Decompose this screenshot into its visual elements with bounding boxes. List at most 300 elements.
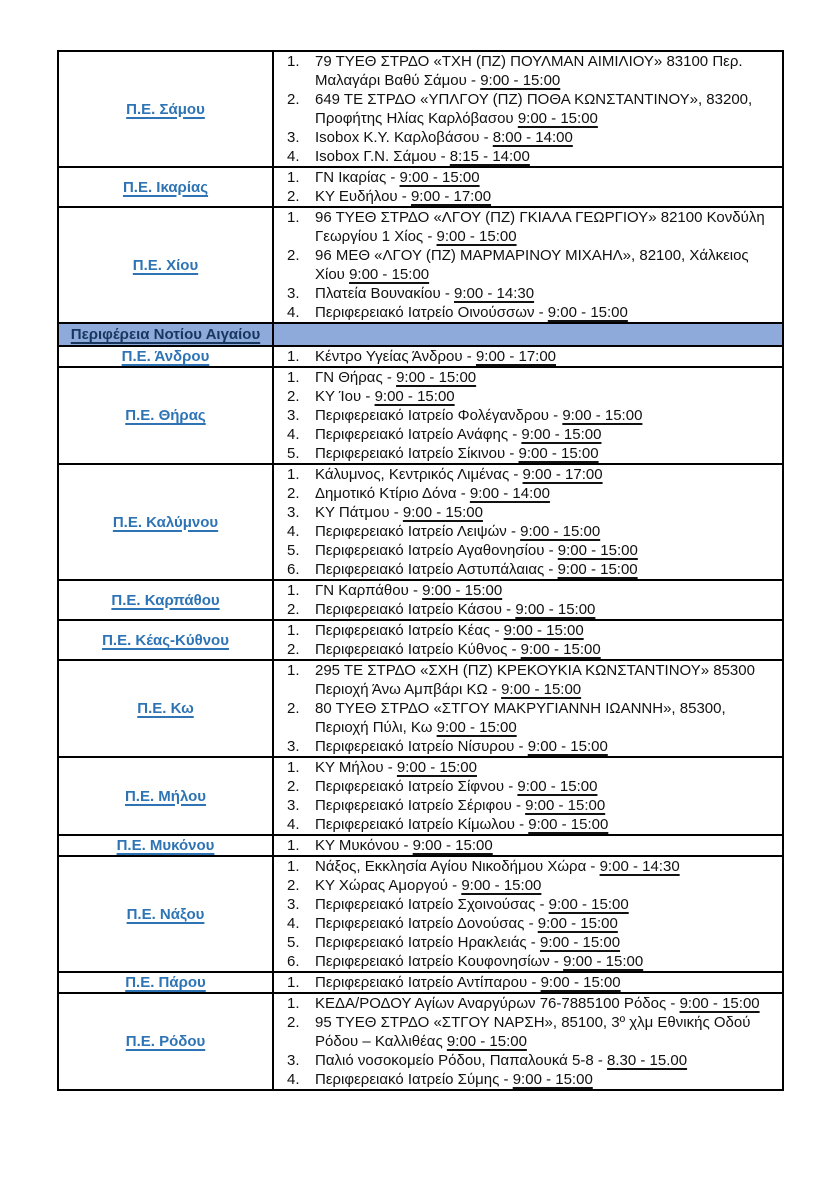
region-label-cell bbox=[58, 757, 273, 835]
list-item bbox=[274, 973, 782, 992]
item-text bbox=[315, 1051, 782, 1070]
region-label-cell bbox=[58, 993, 273, 1090]
item-text bbox=[315, 187, 782, 206]
list-item bbox=[274, 796, 782, 815]
item-hours: 9:00 - 15:00 bbox=[396, 759, 477, 776]
region-label-cell bbox=[58, 660, 273, 757]
item-separator: - bbox=[456, 485, 470, 502]
item-list bbox=[274, 857, 782, 971]
item-name: Περιφερειακό Ιατρείο Σύμης bbox=[315, 1071, 500, 1088]
item-list bbox=[274, 465, 782, 579]
item-name: ΚΥ Ίου bbox=[315, 388, 362, 405]
item-separator: - bbox=[514, 816, 529, 833]
region-items-cell bbox=[273, 660, 783, 757]
item-text bbox=[315, 303, 782, 322]
item-text bbox=[315, 484, 782, 503]
item-text bbox=[315, 876, 782, 895]
item-hours: 9:00 - 15:00 bbox=[399, 169, 480, 186]
region-items-cell bbox=[273, 367, 783, 464]
item-name: 95 ΤΥΕΘ ΣΤΡΔΟ «ΣΤΓΟΥ ΝΑΡΣΗ», 85100, 3º χλμ Εθνικής Οδού Ρόδου – Καλλιθέας bbox=[315, 1014, 751, 1050]
item-number: 6. bbox=[287, 953, 300, 970]
item-name: Περιφερειακό Ιατρείο Ηρακλειάς bbox=[315, 934, 527, 951]
region-items-cell bbox=[273, 464, 783, 580]
item-hours: 9:00 - 14:30 bbox=[454, 285, 535, 302]
item-text bbox=[315, 857, 782, 876]
table-row-region bbox=[58, 51, 783, 167]
item-hours: 9:00 - 15:00 bbox=[501, 681, 582, 698]
region-link[interactable]: Π.Ε. Καρπάθου bbox=[111, 591, 220, 609]
item-hours: 9:00 - 15:00 bbox=[520, 641, 601, 658]
item-hours: 8.30 - 15.00 bbox=[607, 1052, 688, 1069]
item-text bbox=[315, 147, 782, 166]
item-separator: - bbox=[408, 582, 423, 599]
item-separator: - bbox=[436, 148, 450, 165]
item-name: ΚΕΔΑ/ΡΟΔΟΥ Αγίων Αναργύρων 76-7885100 Ρόδος bbox=[315, 995, 667, 1012]
list-item bbox=[274, 368, 782, 387]
item-name: ΚΥ Μήλου bbox=[315, 759, 384, 776]
item-name: Περιφερειακό Ιατρείο Φολέγανδρου bbox=[315, 407, 549, 424]
item-text bbox=[315, 895, 782, 914]
item-separator: - bbox=[593, 1052, 608, 1069]
item-name: Πλατεία Βουνακίου bbox=[315, 285, 441, 302]
schedule-table bbox=[57, 50, 784, 1091]
item-number: 5. bbox=[287, 542, 300, 559]
item-hours: 9:00 - 15:00 bbox=[349, 266, 430, 283]
item-number: 2. bbox=[287, 1014, 300, 1031]
item-number: 2. bbox=[287, 188, 300, 205]
item-number: 5. bbox=[287, 445, 300, 462]
item-name: Περιφερειακό Ιατρείο Λειψών bbox=[315, 523, 507, 540]
item-hours: 9:00 - 15:00 bbox=[527, 738, 608, 755]
item-separator: - bbox=[501, 601, 516, 618]
item-number: 4. bbox=[287, 523, 300, 540]
item-hours: 9:00 - 15:00 bbox=[679, 995, 760, 1012]
item-hours: 9:00 - 15:00 bbox=[540, 974, 621, 991]
list-item bbox=[274, 857, 782, 876]
region-label-cell bbox=[58, 835, 273, 856]
item-separator: - bbox=[487, 681, 502, 698]
item-number: 5. bbox=[287, 934, 300, 951]
item-hours: 9:00 - 15:00 bbox=[537, 915, 618, 932]
item-list bbox=[274, 347, 782, 366]
table-row-region bbox=[58, 835, 783, 856]
table-row-region bbox=[58, 207, 783, 323]
item-list bbox=[274, 661, 782, 756]
item-number: 1. bbox=[287, 466, 300, 483]
table-row-region bbox=[58, 346, 783, 367]
item-number: 2. bbox=[287, 700, 300, 717]
item-separator: - bbox=[506, 523, 521, 540]
region-link[interactable]: Π.Ε. Κέας-Κύθνου bbox=[102, 631, 229, 649]
item-separator: - bbox=[511, 797, 526, 814]
item-name: Περιφερειακό Ιατρείο Νίσυρου bbox=[315, 738, 515, 755]
region-link[interactable]: Π.Ε. Ρόδου bbox=[125, 1033, 206, 1050]
item-name: Περιφερειακό Ιατρείο Κύθνος bbox=[315, 641, 508, 658]
item-hours: 9:00 - 15:00 bbox=[402, 504, 483, 521]
region-link[interactable]: Π.Ε. Θήρας bbox=[125, 407, 206, 424]
region-items-cell bbox=[273, 167, 783, 207]
section-header-label[interactable]: Περιφέρεια Νοτίου Αιγαίου bbox=[70, 326, 261, 343]
item-text bbox=[315, 836, 782, 855]
item-number: 2. bbox=[287, 91, 300, 108]
list-item bbox=[274, 994, 782, 1013]
table-row-region bbox=[58, 993, 783, 1090]
list-item bbox=[274, 347, 782, 366]
item-number: 1. bbox=[287, 622, 300, 639]
table-row-region bbox=[58, 660, 783, 757]
item-text bbox=[315, 1070, 782, 1089]
item-name: Περιφερειακό Ιατρείο Σχοινούσας bbox=[315, 896, 536, 913]
item-number: 2. bbox=[287, 641, 300, 658]
item-name: Περιφερειακό Ιατρείο Κάσου bbox=[315, 601, 502, 618]
item-separator: - bbox=[535, 896, 549, 913]
item-text bbox=[315, 581, 782, 600]
item-hours: 9:00 - 15:00 bbox=[539, 934, 621, 951]
item-number: 2. bbox=[287, 388, 300, 405]
item-number: 4. bbox=[287, 426, 300, 443]
region-link[interactable]: Π.Ε. Μυκόνου bbox=[116, 837, 215, 854]
item-name: Περιφερειακό Ιατρείο Αγαθονησίου bbox=[315, 542, 545, 559]
list-item bbox=[274, 1051, 782, 1070]
item-name: 96 ΤΥΕΘ ΣΤΡΔΟ «ΛΓΟΥ (ΠΖ) ΓΚΙΑΛΑ ΓΕΩΡΓΙΟΥ» 82100 Κονδύλη Γεωργίου 1 Χίος bbox=[315, 209, 765, 245]
item-name: Περιφερειακό Ιατρείο Κουφονησίων bbox=[315, 953, 550, 970]
item-number: 1. bbox=[287, 369, 300, 386]
item-separator: - bbox=[447, 877, 462, 894]
item-hours: 9:00 - 15:00 bbox=[422, 582, 503, 599]
list-item bbox=[274, 914, 782, 933]
item-number: 1. bbox=[287, 209, 300, 226]
item-name: Περιφερειακό Ιατρείο Κέας bbox=[315, 622, 491, 639]
item-text bbox=[315, 444, 782, 463]
item-separator: - bbox=[526, 934, 540, 951]
item-hours: 9:00 - 15:00 bbox=[563, 953, 644, 970]
region-link[interactable]: Π.Ε. Άνδρου bbox=[121, 348, 210, 365]
item-separator: - bbox=[383, 759, 397, 776]
region-label-cell bbox=[58, 367, 273, 464]
item-number: 1. bbox=[287, 662, 300, 679]
region-label-cell bbox=[58, 464, 273, 580]
item-number: 1. bbox=[287, 348, 300, 365]
item-hours: 9:00 - 17:00 bbox=[410, 188, 492, 205]
list-item bbox=[274, 952, 782, 971]
item-hours: 9:00 - 15:00 bbox=[517, 778, 598, 795]
item-name: Παλιό νοσοκομείο Ρόδου, Παπαλουκά 5-8 bbox=[315, 1052, 594, 1069]
item-text bbox=[315, 246, 782, 284]
region-items-cell bbox=[273, 207, 783, 323]
item-separator: - bbox=[514, 738, 528, 755]
item-text bbox=[315, 994, 782, 1013]
item-hours: 9:00 - 15:00 bbox=[396, 369, 477, 386]
item-number: 3. bbox=[287, 738, 300, 755]
list-item bbox=[274, 777, 782, 796]
item-list bbox=[274, 973, 782, 992]
item-separator: - bbox=[389, 504, 403, 521]
list-item bbox=[274, 187, 782, 206]
region-link[interactable]: Π.Ε. Ικαρίας bbox=[122, 178, 209, 196]
item-name: Περιφερειακό Ιατρείο Δονούσας bbox=[315, 915, 525, 932]
item-number: 2. bbox=[287, 601, 300, 618]
region-items-cell bbox=[273, 51, 783, 167]
item-name: Περιφερειακό Ιατρείο Σίφνου bbox=[315, 778, 505, 795]
item-hours: 9:00 - 15:00 bbox=[557, 561, 638, 578]
list-item bbox=[274, 387, 782, 406]
item-text bbox=[315, 560, 782, 579]
item-hours: 9:00 - 15:00 bbox=[446, 1033, 527, 1050]
item-name: ΚΥ Ευδήλου bbox=[315, 188, 398, 205]
item-name: Isobox Γ.Ν. Σάμου bbox=[315, 148, 437, 165]
item-text bbox=[315, 168, 782, 187]
region-items-cell bbox=[273, 972, 783, 993]
item-separator: - bbox=[666, 995, 680, 1012]
item-number: 3. bbox=[287, 407, 300, 424]
list-item bbox=[274, 815, 782, 834]
item-text bbox=[315, 347, 782, 366]
item-name: Περιφερειακό Ιατρείο Ανάφης bbox=[315, 426, 509, 443]
item-text bbox=[315, 368, 782, 387]
list-item bbox=[274, 836, 782, 855]
region-link[interactable]: Π.Ε. Καλύμνου bbox=[112, 513, 219, 531]
item-number: 1. bbox=[287, 53, 300, 70]
item-text bbox=[315, 425, 782, 444]
list-item bbox=[274, 484, 782, 503]
item-hours: 9:00 - 15:00 bbox=[521, 426, 602, 443]
item-text bbox=[315, 387, 782, 406]
item-separator: - bbox=[399, 837, 413, 854]
item-separator: - bbox=[549, 953, 564, 970]
item-hours: 9:00 - 15:00 bbox=[525, 797, 606, 814]
region-items-cell bbox=[273, 835, 783, 856]
item-separator: - bbox=[505, 445, 519, 462]
item-hours: 9:00 - 15:00 bbox=[503, 622, 584, 639]
item-name: ΚΥ Μυκόνου bbox=[315, 837, 400, 854]
item-text bbox=[315, 90, 782, 128]
table-row-region bbox=[58, 972, 783, 993]
region-items-cell bbox=[273, 757, 783, 835]
region-label-cell bbox=[58, 620, 273, 660]
list-item bbox=[274, 444, 782, 463]
item-name: ΚΥ Πάτμου bbox=[315, 504, 390, 521]
list-item bbox=[274, 128, 782, 147]
item-number: 1. bbox=[287, 974, 300, 991]
list-item bbox=[274, 90, 782, 128]
region-label-cell bbox=[58, 856, 273, 972]
item-number: 3. bbox=[287, 504, 300, 521]
item-name: Δημοτικό Κτίριο Δόνα bbox=[315, 485, 457, 502]
list-item bbox=[274, 406, 782, 425]
item-separator: - bbox=[423, 228, 437, 245]
item-separator: - bbox=[534, 304, 548, 321]
item-separator: - bbox=[466, 72, 481, 89]
item-separator: - bbox=[479, 129, 493, 146]
item-text bbox=[315, 208, 782, 246]
list-item bbox=[274, 1013, 782, 1051]
region-link[interactable]: Π.Ε. Νάξου bbox=[126, 905, 205, 923]
table-row-region bbox=[58, 757, 783, 835]
item-text bbox=[315, 1013, 782, 1051]
table-row-region bbox=[58, 620, 783, 660]
item-hours: 9:00 - 15:00 bbox=[480, 72, 561, 89]
list-item bbox=[274, 246, 782, 284]
item-name: Περιφερειακό Ιατρείο Σίκινου bbox=[315, 445, 506, 462]
item-hours: 8:00 - 14:00 bbox=[492, 129, 573, 146]
region-link[interactable]: Π.Ε. Μήλου bbox=[124, 787, 207, 805]
item-hours: 9:00 - 15:00 bbox=[518, 445, 599, 462]
list-item bbox=[274, 541, 782, 560]
item-number: 1. bbox=[287, 759, 300, 776]
item-hours: 9:00 - 15:00 bbox=[562, 407, 643, 424]
item-number: 1. bbox=[287, 169, 300, 186]
item-number: 3. bbox=[287, 1052, 300, 1069]
table-row-region bbox=[58, 167, 783, 207]
list-item bbox=[274, 208, 782, 246]
region-label-cell bbox=[58, 51, 273, 167]
item-name: Περιφερειακό Ιατρείο Αντίπαρου bbox=[315, 974, 528, 991]
item-list bbox=[274, 621, 782, 659]
item-name: 96 ΜΕΘ «ΛΓΟΥ (ΠΖ) ΜΑΡΜΑΡΙΝΟΥ ΜΙΧΑΗΛ», 82100, Χάλκειος Χίου bbox=[315, 247, 749, 283]
item-list bbox=[274, 168, 782, 206]
item-text bbox=[315, 522, 782, 541]
item-separator: - bbox=[509, 466, 523, 483]
list-item bbox=[274, 895, 782, 914]
list-item bbox=[274, 465, 782, 484]
list-item bbox=[274, 168, 782, 187]
list-item bbox=[274, 1070, 782, 1089]
section-header-cell bbox=[58, 323, 273, 346]
item-text bbox=[315, 933, 782, 952]
item-number: 2. bbox=[287, 778, 300, 795]
item-name: ΓΝ Θήρας bbox=[315, 369, 383, 386]
table-row-region bbox=[58, 464, 783, 580]
item-list bbox=[274, 208, 782, 322]
item-separator: - bbox=[508, 426, 522, 443]
item-number: 4. bbox=[287, 915, 300, 932]
item-name: Περιφερειακό Ιατρείο Κίμωλου bbox=[315, 816, 515, 833]
item-text bbox=[315, 541, 782, 560]
region-link[interactable]: Π.Ε. Πάρου bbox=[125, 974, 206, 991]
item-name: 80 ΤΥΕΘ ΣΤΡΔΟ «ΣΤΓΟΥ ΜΑΚΡΥΓΙΑΝΝΗ ΙΩΑΝΝΗ», 85300, Περιοχή Πύλι, Κω bbox=[315, 700, 726, 736]
item-hours: 9:00 - 15:00 bbox=[412, 837, 493, 854]
item-number: 2. bbox=[287, 247, 300, 264]
item-separator: - bbox=[527, 974, 541, 991]
item-text bbox=[315, 952, 782, 971]
item-separator: - bbox=[507, 641, 521, 658]
item-separator: - bbox=[462, 348, 476, 365]
item-text bbox=[315, 737, 782, 756]
region-items-cell bbox=[273, 580, 783, 620]
item-name: Νάξος, Εκκλησία Αγίου Νικοδήμου Χώρα bbox=[315, 858, 587, 875]
item-list bbox=[274, 994, 782, 1089]
item-number: 6. bbox=[287, 561, 300, 578]
item-number: 4. bbox=[287, 1071, 300, 1088]
item-name: Κάλυμνος, Κεντρικός Λιμένας bbox=[315, 466, 510, 483]
item-text bbox=[315, 284, 782, 303]
table-row-region bbox=[58, 856, 783, 972]
item-separator: - bbox=[490, 622, 504, 639]
item-name: ΓΝ Καρπάθου bbox=[315, 582, 409, 599]
item-number: 4. bbox=[287, 816, 300, 833]
item-number: 3. bbox=[287, 797, 300, 814]
region-label-cell bbox=[58, 346, 273, 367]
list-item bbox=[274, 640, 782, 659]
item-text bbox=[315, 600, 782, 619]
item-name: Περιφερειακό Ιατρείο Οινούσσων bbox=[315, 304, 535, 321]
list-item bbox=[274, 758, 782, 777]
item-hours: 9:00 - 15:00 bbox=[547, 304, 628, 321]
item-name: Κέντρο Υγείας Άνδρου bbox=[315, 348, 463, 365]
item-text bbox=[315, 661, 782, 699]
region-label-cell bbox=[58, 207, 273, 323]
list-item bbox=[274, 933, 782, 952]
item-name: ΓΝ Ικαρίας bbox=[315, 169, 387, 186]
list-item bbox=[274, 581, 782, 600]
list-item bbox=[274, 699, 782, 737]
item-hours: 9:00 - 15:00 bbox=[548, 896, 629, 913]
item-separator: - bbox=[544, 561, 558, 578]
item-text bbox=[315, 973, 782, 992]
item-hours: 9:00 - 15:00 bbox=[436, 228, 517, 245]
item-text bbox=[315, 406, 782, 425]
item-separator: - bbox=[499, 1071, 513, 1088]
table-row-region bbox=[58, 367, 783, 464]
item-hours: 9:00 - 14:30 bbox=[599, 858, 680, 875]
list-item bbox=[274, 284, 782, 303]
item-hours: 9:00 - 15:00 bbox=[520, 523, 601, 540]
item-text bbox=[315, 52, 782, 90]
item-number: 2. bbox=[287, 877, 300, 894]
list-item bbox=[274, 621, 782, 640]
list-item bbox=[274, 52, 782, 90]
item-number: 4. bbox=[287, 304, 300, 321]
list-item bbox=[274, 147, 782, 166]
region-link[interactable]: Π.Ε. Κω bbox=[137, 700, 194, 717]
item-number: 4. bbox=[287, 148, 300, 165]
item-text bbox=[315, 777, 782, 796]
item-hours: 9:00 - 15:00 bbox=[436, 719, 517, 736]
list-item bbox=[274, 522, 782, 541]
item-separator: - bbox=[361, 388, 375, 405]
section-header-empty-cell bbox=[273, 323, 783, 346]
item-list bbox=[274, 52, 782, 166]
item-text bbox=[315, 796, 782, 815]
item-text bbox=[315, 503, 782, 522]
list-item bbox=[274, 600, 782, 619]
item-hours: 9:00 - 15:00 bbox=[557, 542, 638, 559]
item-text bbox=[315, 621, 782, 640]
item-separator: - bbox=[397, 188, 411, 205]
item-number: 1. bbox=[287, 858, 300, 875]
item-number: 1. bbox=[287, 837, 300, 854]
item-separator: - bbox=[382, 369, 397, 386]
item-name: Περιφερειακό Ιατρείο Σέριφου bbox=[315, 797, 512, 814]
region-link[interactable]: Π.Ε. Σάμου bbox=[126, 100, 205, 118]
region-link[interactable]: Π.Ε. Χίου bbox=[132, 256, 199, 274]
item-number: 3. bbox=[287, 285, 300, 302]
item-separator: - bbox=[586, 858, 600, 875]
item-name: 79 ΤΥΕΘ ΣΤΡΔΟ «ΤΧΗ (ΠΖ) ΠΟΥΛΜΑΝ ΑΙΜΙΛΙΟΥ» 83100 Περ. Μαλαγάρι Βαθύ Σάμου bbox=[315, 53, 743, 89]
list-item bbox=[274, 876, 782, 895]
item-list bbox=[274, 368, 782, 463]
item-separator: - bbox=[544, 542, 558, 559]
item-hours: 9:00 - 17:00 bbox=[475, 348, 557, 365]
item-name: 649 ΤΕ ΣΤΡΔΟ «ΥΠΛΓΟΥ (ΠΖ) ΠΟΘΑ ΚΩΝΣΤΑΝΤΙΝΟΥ», 83200, Προφήτης Ηλίας Καρλόβασου bbox=[315, 91, 753, 127]
item-number: 1. bbox=[287, 582, 300, 599]
table-row-section-header bbox=[58, 323, 783, 346]
item-hours: 8:15 - 14:00 bbox=[449, 148, 530, 165]
list-item bbox=[274, 503, 782, 522]
item-name: ΚΥ Χώρας Αμοργού bbox=[315, 877, 448, 894]
list-item bbox=[274, 303, 782, 322]
item-separator: - bbox=[440, 285, 455, 302]
